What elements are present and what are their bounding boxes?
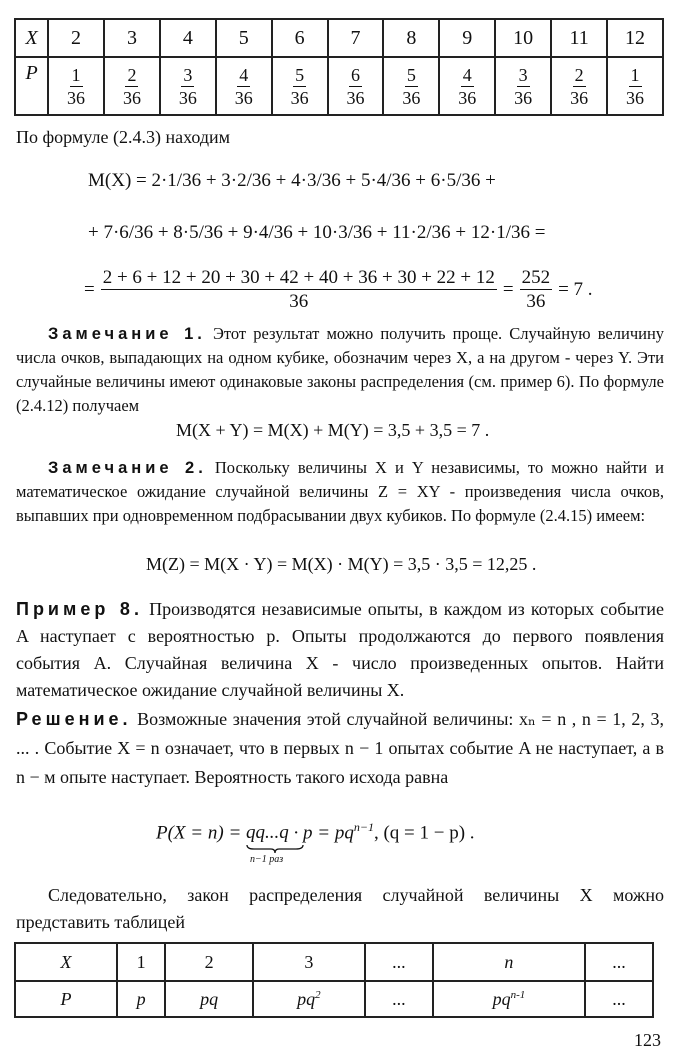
mx-formula-line-2: + 7·6/36 + 8·5/36 + 9·4/36 + 10·3/36 + 11·2/36 + 12·1/36 = (88, 222, 546, 243)
table-cell: X (15, 943, 117, 981)
equals-sign: = (502, 278, 514, 300)
table-cell: ... (365, 981, 433, 1017)
table-row-p (15, 57, 663, 115)
table-cell (160, 57, 216, 115)
table-row-x (15, 943, 653, 981)
result-value: = 7 . (558, 278, 593, 300)
table-cell (383, 57, 439, 115)
probability-fraction: $\frac{1}{36}$ (626, 64, 644, 108)
table-cell: ... (585, 981, 653, 1017)
sum-fraction: $\frac{2 + 6 + 12 + 20 + 30 + 42 + 40 + 36 + 30 + 22 + 12}{36}$ (102, 267, 495, 312)
table-cell (495, 57, 551, 115)
probability-fraction: $\frac{5}{36}$ (402, 64, 421, 108)
table-cell: 2 (165, 943, 253, 981)
example-8-heading: Пример 8. (16, 599, 143, 619)
table-cell (104, 57, 160, 115)
table-cell: P (15, 981, 117, 1017)
solution-formula (156, 820, 475, 866)
probability-fraction: $\frac{4}{36}$ (458, 64, 477, 108)
probability-fraction: $\frac{2}{36}$ (122, 64, 141, 108)
formula-tail: , (q = 1 − p) . (373, 822, 475, 844)
remark-2 (16, 456, 664, 528)
underbrace-icon (246, 844, 304, 854)
table-cell (216, 57, 272, 115)
probability-fraction: $\frac{4}{36}$ (234, 64, 253, 108)
probability-fraction: $\frac{5}{36}$ (290, 64, 309, 108)
distribution-table-1 (14, 18, 664, 116)
table-cell (48, 57, 104, 115)
formula-rhs: · p = pq (293, 822, 354, 844)
table-cell: 1 (117, 943, 165, 981)
formula-lhs: P(X = n) = (156, 822, 247, 844)
intro-text: По формуле (2.4.3) находим (16, 127, 231, 147)
conclusion: Следовательно, закон распределения случайной величины X можно представить таблицей (16, 885, 664, 932)
probability-fraction: $\frac{3}{36}$ (514, 64, 533, 108)
result-fraction: $\frac{252}{36}$ (521, 267, 551, 312)
probability-fraction: $\frac{3}{36}$ (178, 64, 197, 108)
table-cell: 8 (383, 19, 439, 57)
table-cell: n (433, 943, 585, 981)
example-8 (16, 596, 664, 704)
table-cell: pq (165, 981, 253, 1017)
remark-1-heading: Замечание 1. (48, 325, 206, 343)
table-cell: p (117, 981, 165, 1017)
remark-1-formula: M(X + Y) = M(X) + M(Y) = 3,5 + 3,5 = 7 . (176, 420, 490, 440)
solution (16, 705, 664, 792)
table-cell (328, 57, 384, 115)
remark-2-formula: M(Z) = M(X · Y) = M(X) · M(Y) = 3,5 · 3,5 = 12,25 . (146, 554, 537, 574)
table-cell: 11 (551, 19, 607, 57)
table-cell: X (15, 19, 48, 57)
distribution-table-2 (14, 942, 654, 1018)
table-row-x (15, 19, 663, 57)
table-cell (607, 57, 663, 115)
probability-fraction: $\frac{2}{36}$ (570, 64, 589, 108)
table-cell: $pq^{n-1}$ (433, 981, 585, 1017)
table-cell: 2 (48, 19, 104, 57)
table-cell: 6 (272, 19, 328, 57)
example-8-text: Производятся независимые опыты, в каждом из которых событие A наступает с вероятностью p. Опыты продолжаются до первого появления события A. Случайная величина X - число произведенных опытов. Найти математическое ожидание случайной величины X. (16, 599, 665, 700)
formula-exponent: n−1 (353, 820, 374, 834)
probability-fraction: $\frac{1}{36}$ (67, 64, 86, 108)
remark-2-text: Поскольку величины X и Y независимы, то можно найти и математическое ожидание случайной величины Z = XY - произведения числа очков, выпавших при одновременном подбрасывании двух кубиков. По формуле (2.4.15) имеем: (16, 458, 664, 525)
table-cell: 3 (253, 943, 365, 981)
table-cell: 9 (439, 19, 495, 57)
table-cell: 4 (160, 19, 216, 57)
table-row-p (15, 981, 653, 1017)
table-cell (439, 57, 495, 115)
table-cell: ... (365, 943, 433, 981)
table-cell (551, 57, 607, 115)
table-cell: $pq^2$ (253, 981, 365, 1017)
table-cell: 7 (328, 19, 384, 57)
remark-1 (16, 322, 664, 418)
remark-1-text: Этот результат можно получить проще. Случайную величину числа очков, выпадающих на одном кубике, обозначим через X, а на другом - через Y. Эти случайные величины имеют одинаковые законы распределения (см. пример 6). По формуле (2.4.12) получаем (16, 324, 665, 415)
solution-heading: Решение. (16, 709, 132, 729)
remark-2-heading: Замечание 2. (48, 459, 207, 477)
mx-formula-line-3 (84, 268, 593, 311)
probability-fraction: $\frac{6}{36}$ (346, 64, 365, 108)
page-number: 123 (634, 1030, 661, 1050)
solution-text: Возможные значения этой случайной величины: xₙ = n , n = 1, 2, 3, ... . Событие X = n означает, что в первых n − 1 опытах событие A не наступает, а в n − м опыте наступает. Вероятность такого исхода равна (16, 709, 664, 787)
mx-formula-line-1: M(X) = 2·1/36 + 3·2/36 + 4·3/36 + 5·4/36 + 6·5/36 + (88, 170, 496, 191)
table-cell (272, 57, 328, 115)
formula-brace-term: qq...q (246, 822, 289, 844)
table-cell: 10 (495, 19, 551, 57)
table-cell: 12 (607, 19, 663, 57)
brace-label: n−1 раз (250, 854, 284, 866)
underbrace-group (246, 822, 289, 866)
equals-sign: = (84, 278, 95, 300)
table-cell: ... (585, 943, 653, 981)
table-cell: 3 (104, 19, 160, 57)
table-cell: P (15, 57, 48, 115)
table-cell: 5 (216, 19, 272, 57)
